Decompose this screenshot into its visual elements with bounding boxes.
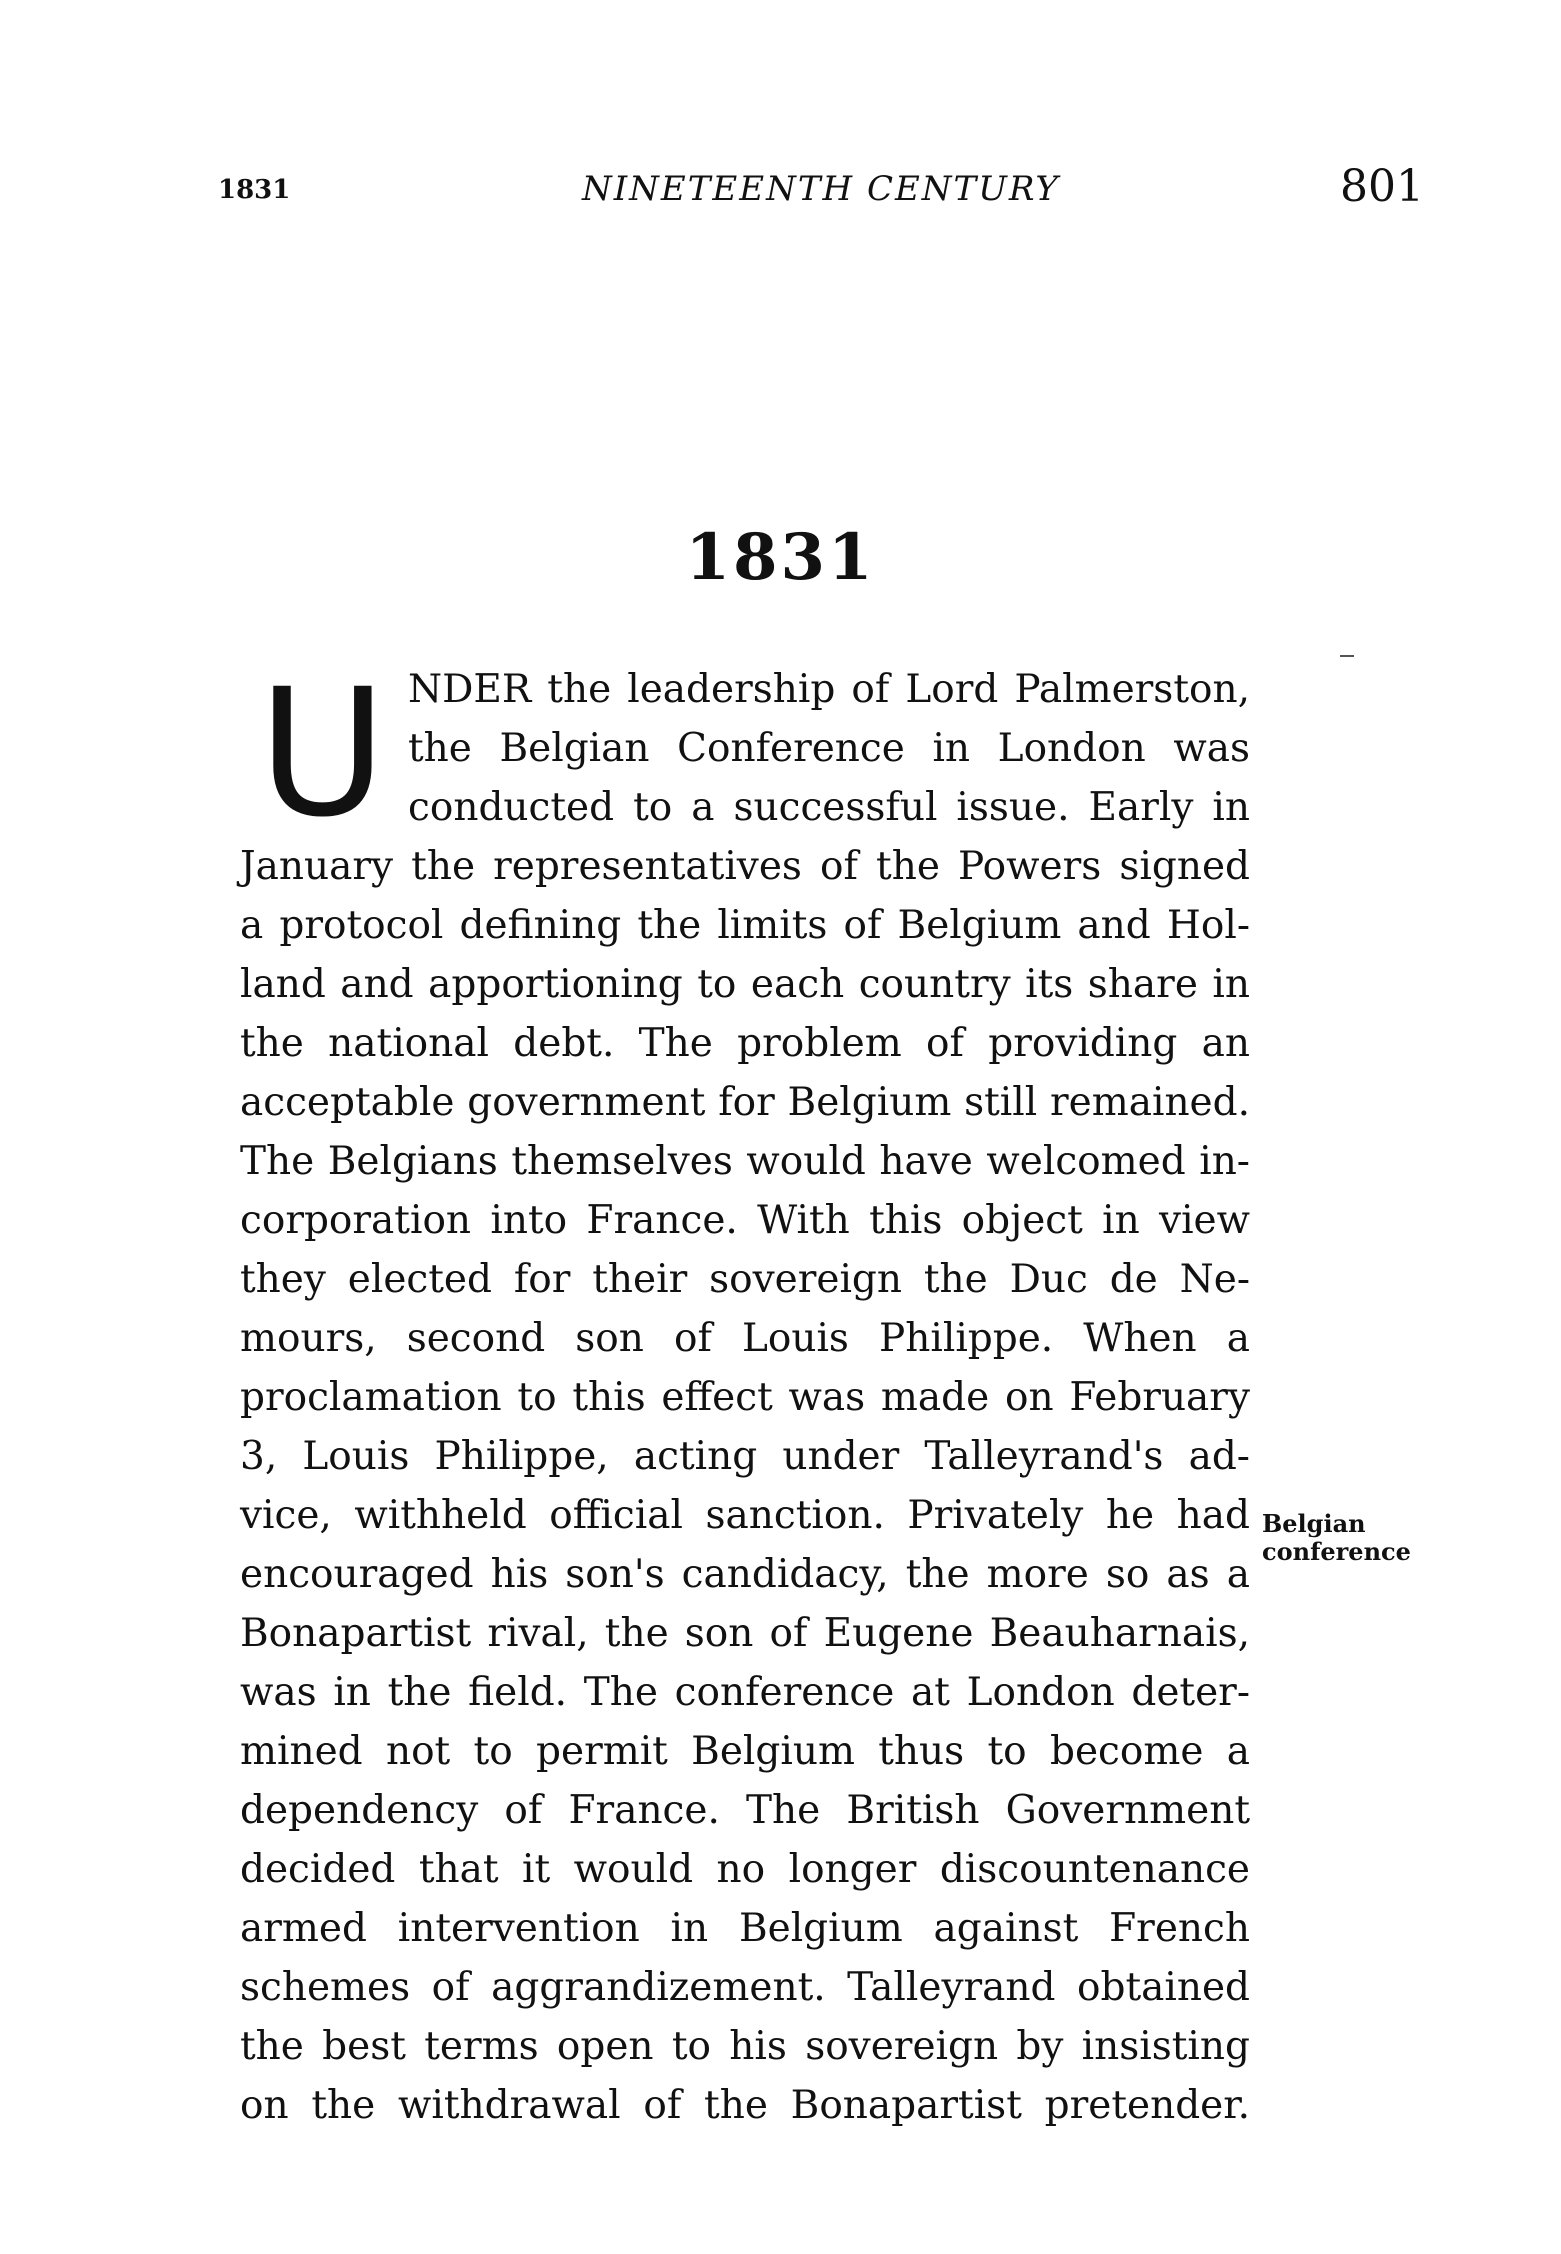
text-line: mours, second son of Louis Philippe. When a: [240, 1316, 1250, 1361]
text-line: the best terms open to his sovereign by insisting: [240, 2024, 1250, 2069]
text-line: encouraged his son's candidacy, the more so as a: [240, 1552, 1250, 1597]
text-line: corporation into France. With this object in view: [240, 1198, 1250, 1243]
drop-cap: U: [258, 651, 387, 856]
text-line: The Belgians themselves would have welcomed in-: [240, 1139, 1250, 1184]
text-line: decided that it would no longer discountenance: [240, 1847, 1250, 1892]
text-line: on the withdrawal of the Bonapartist pretender.: [240, 2083, 1250, 2128]
text-line: the Belgian Conference in London was: [408, 726, 1250, 771]
text-line: NDER the leadership of Lord Palmerston,: [408, 667, 1250, 712]
margin-note-line: conference: [1262, 1537, 1411, 1566]
text-line: armed intervention in Belgium against French: [240, 1906, 1250, 1951]
running-head: [0, 161, 1561, 215]
margin-note-line: Belgian: [1262, 1509, 1366, 1538]
chapter-title: 1831: [685, 520, 876, 595]
text-line: acceptable government for Belgium still remained.: [240, 1080, 1250, 1125]
text-line: mined not to permit Belgium thus to become a: [240, 1729, 1250, 1774]
text-line: dependency of France. The British Government: [240, 1788, 1250, 1833]
text-line: they elected for their sovereign the Duc de Ne-: [240, 1257, 1250, 1302]
text-line: vice, withheld official sanction. Privately he had: [240, 1493, 1250, 1538]
text-line: 3, Louis Philippe, acting under Talleyrand's ad-: [240, 1434, 1250, 1479]
body-text: [240, 651, 1250, 2135]
text-line: proclamation to this effect was made on February: [240, 1375, 1250, 1420]
text-line: Bonapartist rival, the son of Eugene Beauharnais,: [240, 1611, 1250, 1656]
text-line: a protocol defining the limits of Belgium and Hol-: [240, 903, 1250, 948]
text-line: land and apportioning to each country its share in: [240, 962, 1250, 1007]
text-line: schemes of aggrandizement. Talleyrand obtained: [240, 1965, 1250, 2010]
text-line: the national debt. The problem of providing an: [240, 1021, 1250, 1066]
stray-mark: [1340, 655, 1354, 657]
text-line: was in the field. The conference at London deter-: [240, 1670, 1250, 1715]
text-line: January the representatives of the Powers signed: [240, 844, 1250, 889]
margin-note: [1262, 1510, 1411, 1566]
running-head-year: 1831: [218, 175, 291, 205]
running-head-title: NINETEENTH CENTURY: [582, 169, 1060, 209]
text-line: conducted to a successful issue. Early in: [408, 785, 1250, 830]
page-number: 801: [1340, 161, 1424, 212]
